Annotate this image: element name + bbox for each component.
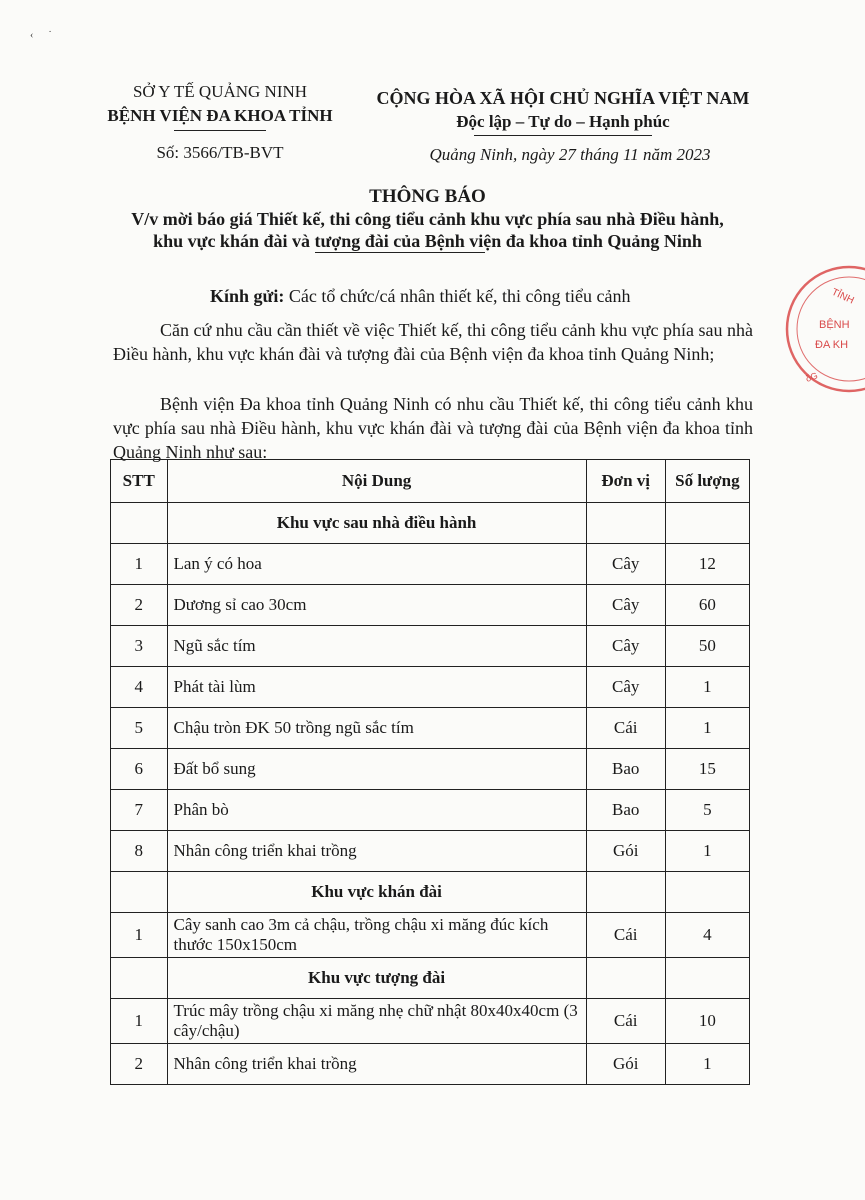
cell-name: Chậu tròn ĐK 50 trồng ngũ sắc tím	[167, 708, 586, 749]
agency-parent: SỞ Y TẾ QUẢNG NINH	[132, 82, 308, 101]
svg-text:ĐA KH: ĐA KH	[815, 339, 849, 351]
cell-unit: Cây	[586, 667, 665, 708]
items-table	[110, 459, 750, 1085]
cell-stt: 4	[111, 667, 168, 708]
cell-name: Phân bò	[167, 790, 586, 831]
cell-qty: 15	[665, 749, 749, 790]
table-row	[111, 667, 750, 708]
cell-stt: 1	[111, 999, 168, 1044]
cell-qty: 60	[665, 585, 749, 626]
recipient-label: Kính gửi:	[210, 286, 285, 306]
table-row	[111, 708, 750, 749]
cell-name: Nhân công triển khai trồng	[167, 831, 586, 872]
section-title: Khu vực khán đài	[167, 872, 586, 913]
cell-stt: 8	[111, 831, 168, 872]
cell-unit: Cây	[586, 626, 665, 667]
table-row	[111, 544, 750, 585]
section-row	[111, 872, 750, 913]
cell-qty: 12	[665, 544, 749, 585]
section-title: Khu vực sau nhà điều hành	[167, 503, 586, 544]
table-row	[111, 913, 750, 958]
cell-stt: 2	[111, 1044, 168, 1085]
national-header	[362, 86, 764, 136]
table-row	[111, 585, 750, 626]
cell-stt: 6	[111, 749, 168, 790]
table-row	[111, 790, 750, 831]
cell-qty: 50	[665, 626, 749, 667]
official-seal-stamp	[779, 262, 865, 396]
document-date: Quảng Ninh, ngày 27 tháng 11 năm 2023	[429, 145, 711, 164]
cell-unit: Cái	[586, 913, 665, 958]
cell-qty: 4	[665, 913, 749, 958]
header-unit: Đơn vị	[586, 460, 665, 503]
scan-marks: ‹ ˙	[30, 30, 52, 41]
national-motto: Độc lập – Tự do – Hạnh phúc	[456, 112, 670, 131]
cell-name: Ngũ sắc tím	[167, 626, 586, 667]
cell-name: Cây sanh cao 3m cả chậu, trồng chậu xi măng đúc kích thước 150x150cm	[167, 913, 586, 958]
agency-underline	[174, 130, 266, 131]
svg-text:BỆNH: BỆNH	[819, 319, 850, 331]
table-row	[111, 1044, 750, 1085]
section-title: Khu vực tượng đài	[167, 958, 586, 999]
document-title: THÔNG BÁO	[369, 186, 486, 207]
cell-name: Nhân công triển khai trồng	[167, 1044, 586, 1085]
cell-name: Dương sỉ cao 30cm	[167, 585, 586, 626]
cell-stt: 7	[111, 790, 168, 831]
cell-name: Đất bổ sung	[167, 749, 586, 790]
cell-stt: 1	[111, 544, 168, 585]
cell-qty: 5	[665, 790, 749, 831]
document-number: Số: 3566/TB-BVT	[156, 143, 284, 162]
section-row	[111, 503, 750, 544]
agency-name: BỆNH VIỆN ĐA KHOA TỈNH	[107, 106, 333, 125]
header-quantity: Số lượng	[665, 460, 749, 503]
motto-underline	[474, 135, 652, 136]
cell-unit: Cái	[586, 708, 665, 749]
cell-qty: 1	[665, 831, 749, 872]
svg-text:δG: δG	[804, 370, 819, 384]
cell-unit: Bao	[586, 749, 665, 790]
cell-unit: Gói	[586, 831, 665, 872]
cell-unit: Bao	[586, 790, 665, 831]
header-stt: STT	[111, 460, 168, 503]
recipient-text: Các tổ chức/cá nhân thiết kế, thi công tiểu cảnh	[288, 286, 631, 306]
document-subject-line1: V/v mời báo giá Thiết kế, thi công tiểu cảnh khu vực phía sau nhà Điều hành,	[131, 209, 724, 229]
cell-name: Phát tài lùm	[167, 667, 586, 708]
cell-unit: Cây	[586, 544, 665, 585]
cell-stt: 1	[111, 913, 168, 958]
agency-header	[70, 80, 370, 165]
cell-stt: 2	[111, 585, 168, 626]
cell-qty: 10	[665, 999, 749, 1044]
cell-unit: Cây	[586, 585, 665, 626]
svg-text:TỈNH: TỈNH	[829, 286, 856, 307]
cell-unit: Gói	[586, 1044, 665, 1085]
paragraph-need: Bệnh viện Đa khoa tỉnh Quảng Ninh có nhu cầu Thiết kế, thi công tiểu cảnh khu vực phía sau nhà Điều hành, khu vực khán đài và tượng đài của Bệnh viện đa khoa tỉnh Quảng Ninh như sau:	[113, 394, 753, 462]
cell-stt: 5	[111, 708, 168, 749]
header-content: Nội Dung	[167, 460, 586, 503]
cell-qty: 1	[665, 708, 749, 749]
table-row	[111, 999, 750, 1044]
section-row	[111, 958, 750, 999]
title-underline	[315, 252, 485, 253]
table-row	[111, 626, 750, 667]
document-subject-line2: khu vực khán đài và tượng đài của Bệnh viện đa khoa tỉnh Quảng Ninh	[153, 231, 702, 251]
cell-name: Trúc mây trồng chậu xi măng nhẹ chữ nhật 80x40x40cm (3 cây/chậu)	[167, 999, 586, 1044]
cell-unit: Cái	[586, 999, 665, 1044]
cell-stt: 3	[111, 626, 168, 667]
table-row	[111, 831, 750, 872]
cell-qty: 1	[665, 1044, 749, 1085]
cell-name: Lan ý có hoa	[167, 544, 586, 585]
table-row	[111, 749, 750, 790]
table-header-row	[111, 460, 750, 503]
cell-qty: 1	[665, 667, 749, 708]
document-title-block	[60, 186, 795, 253]
national-title: CỘNG HÒA XÃ HỘI CHỦ NGHĨA VIỆT NAM	[376, 88, 750, 108]
recipient-line	[210, 286, 630, 307]
paragraph-basis: Căn cứ nhu cầu cần thiết về việc Thiết kế, thi công tiểu cảnh khu vực phía sau nhà Điều hành, khu vực khán đài và tượng đài của Bệnh viện đa khoa tỉnh Quảng Ninh;	[113, 320, 753, 364]
